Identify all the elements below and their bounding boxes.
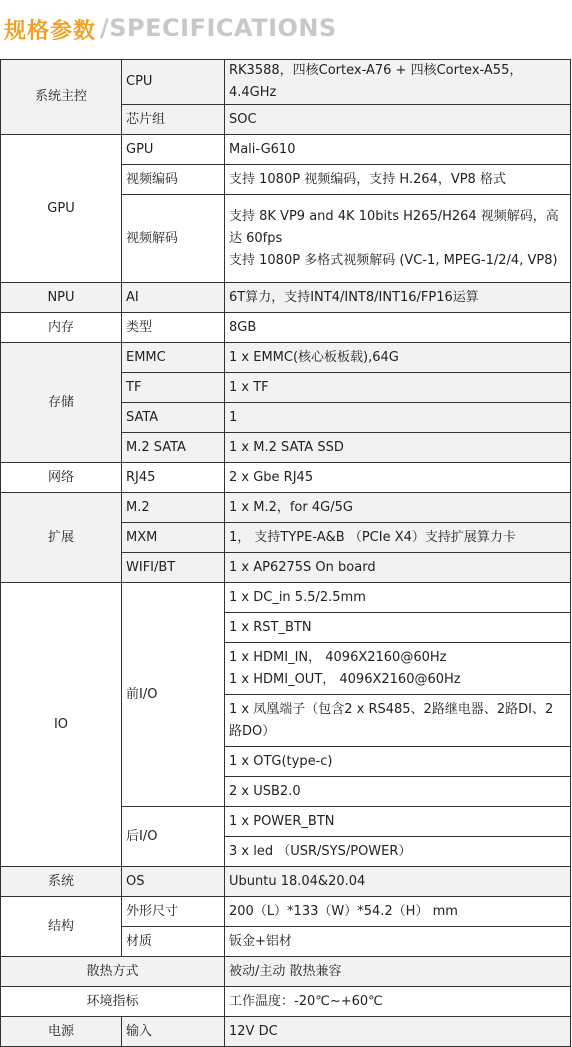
- category-cell: 系统主控: [1, 60, 122, 135]
- value-cell: Mali-G610: [225, 135, 571, 165]
- item-cell: EMMC: [122, 343, 225, 373]
- item-cell: 类型: [122, 313, 225, 343]
- value-cell: 1 x POWER_BTN: [225, 807, 571, 837]
- value-cell: 1， 支持TYPE-A&B （PCIe X4）支持扩展算力卡: [225, 523, 571, 553]
- item-cell: 视频解码: [122, 195, 225, 283]
- item-cell: 材质: [122, 927, 225, 957]
- category-cell: 散热方式: [1, 957, 225, 987]
- value-cell: 钣金+铝材: [225, 927, 571, 957]
- item-cell: SATA: [122, 403, 225, 433]
- category-cell: 系统: [1, 867, 122, 897]
- category-cell: 电源: [1, 1017, 122, 1047]
- table-row: [1, 60, 571, 105]
- value-cell: 200（L）*133（W）*54.2（H） mm: [225, 897, 571, 927]
- value-cell: 1 x RST_BTN: [225, 613, 571, 643]
- table-row: [1, 987, 571, 1017]
- value-cell: 1 x AP6275S On board: [225, 553, 571, 583]
- value-cell: SOC: [225, 105, 571, 135]
- category-cell: IO: [1, 583, 122, 867]
- category-cell: 网络: [1, 463, 122, 493]
- value-cell: 1 x 凤凰端子（包含2 x RS485、2路继电器、2路DI、2路DO）: [225, 695, 571, 747]
- value-cell: 1 x M.2 SATA SSD: [225, 433, 571, 463]
- table-row: [1, 463, 571, 493]
- item-cell: M.2 SATA: [122, 433, 225, 463]
- value-cell: 12V DC: [225, 1017, 571, 1047]
- category-cell: 环境指标: [1, 987, 225, 1017]
- value-cell: 1 x TF: [225, 373, 571, 403]
- item-cell: RJ45: [122, 463, 225, 493]
- value-cell: 1 x DC_in 5.5/2.5mm: [225, 583, 571, 613]
- value-line: 1 x HDMI_OUT， 4096X2160@60Hz: [229, 671, 461, 687]
- table-row: [1, 583, 571, 613]
- value-cell: [225, 643, 571, 695]
- category-cell: 扩展: [1, 493, 122, 583]
- category-cell: 结构: [1, 897, 122, 957]
- table-row: [1, 283, 571, 313]
- item-cell: 输入: [122, 1017, 225, 1047]
- value-cell: 1 x EMMC(核心板板载),64G: [225, 343, 571, 373]
- table-row: [1, 957, 571, 987]
- category-cell: GPU: [1, 135, 122, 283]
- item-cell: 后I/O: [122, 807, 225, 867]
- item-cell: OS: [122, 867, 225, 897]
- value-cell: RK3588，四核Cortex-A76 + 四核Cortex-A55，4.4GHz: [225, 60, 571, 105]
- title-english: /SPECIFICATIONS: [100, 14, 337, 42]
- item-cell: GPU: [122, 135, 225, 165]
- value-cell: 支持 1080P 视频编码，支持 H.264，VP8 格式: [225, 165, 571, 195]
- category-cell: 存储: [1, 343, 122, 463]
- value-cell: 1: [225, 403, 571, 433]
- value-line: 支持 8K VP9 and 4K 10bits H265/H264 视频解码，高达 60fps: [229, 208, 559, 246]
- item-cell: WIFI/BT: [122, 553, 225, 583]
- value-cell: 8GB: [225, 313, 571, 343]
- value-cell: Ubuntu 18.04&20.04: [225, 867, 571, 897]
- title-chinese: 规格参数: [4, 19, 97, 44]
- table-row: [1, 493, 571, 523]
- value-cell: 1 x OTG(type-c): [225, 747, 571, 777]
- item-cell: TF: [122, 373, 225, 403]
- specifications-table: [0, 59, 571, 1047]
- value-cell: 2 x Gbe RJ45: [225, 463, 571, 493]
- table-row: [1, 897, 571, 927]
- item-cell: 外形尺寸: [122, 897, 225, 927]
- value-cell: 工作温度：-20℃~+60℃: [225, 987, 571, 1017]
- value-cell: 6T算力，支持INT4/INT8/INT16/FP16运算: [225, 283, 571, 313]
- item-cell: AI: [122, 283, 225, 313]
- item-cell: 视频编码: [122, 165, 225, 195]
- value-cell: 3 x led （USR/SYS/POWER）: [225, 837, 571, 867]
- table-row: [1, 867, 571, 897]
- value-cell: 1 x M.2，for 4G/5G: [225, 493, 571, 523]
- page-title: [0, 0, 572, 58]
- category-cell: NPU: [1, 283, 122, 313]
- value-line: 1 x HDMI_IN， 4096X2160@60Hz: [229, 649, 447, 665]
- item-cell: M.2: [122, 493, 225, 523]
- value-cell: 被动/主动 散热兼容: [225, 957, 571, 987]
- item-cell: 芯片组: [122, 105, 225, 135]
- item-cell: 前I/O: [122, 583, 225, 807]
- value-cell: 2 x USB2.0: [225, 777, 571, 807]
- value-cell: [225, 195, 571, 283]
- table-row: [1, 135, 571, 165]
- category-cell: 内存: [1, 313, 122, 343]
- table-row: [1, 343, 571, 373]
- value-line: 支持 1080P 多格式视频解码 (VC-1, MPEG-1/2/4, VP8): [229, 252, 558, 268]
- table-row: [1, 313, 571, 343]
- item-cell: CPU: [122, 60, 225, 105]
- item-cell: MXM: [122, 523, 225, 553]
